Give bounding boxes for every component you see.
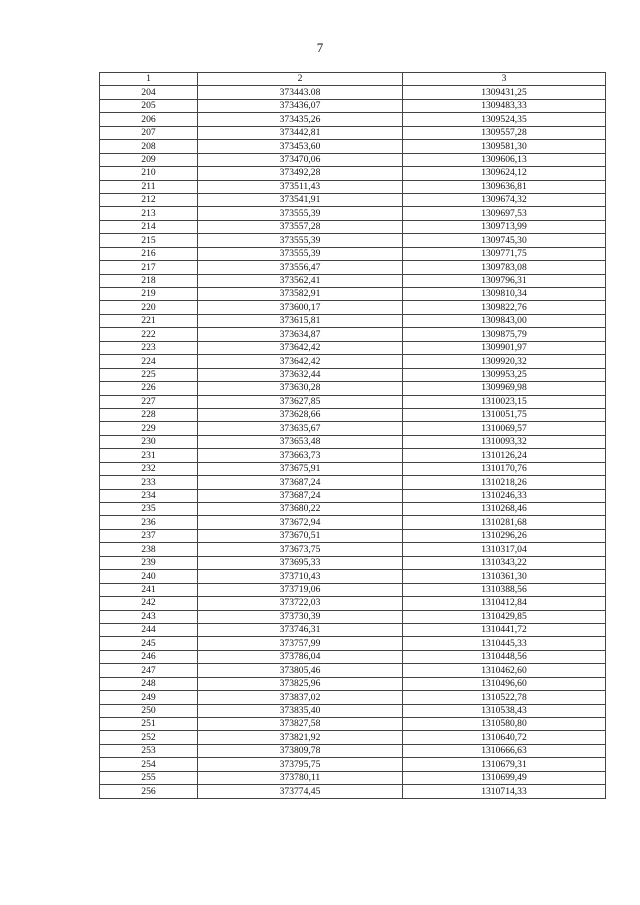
coordinate-x-cell: 373663,73 — [198, 449, 403, 462]
point-number-cell: 249 — [100, 691, 198, 704]
coordinate-y-cell: 1310412,84 — [403, 597, 606, 610]
coordinate-x-cell: 373835,40 — [198, 704, 403, 717]
point-number-cell: 214 — [100, 220, 198, 233]
coordinate-y-cell: 1310666,63 — [403, 744, 606, 757]
coordinate-x-cell: 373774,45 — [198, 785, 403, 798]
coordinate-y-cell: 1309783,08 — [403, 261, 606, 274]
coordinate-x-cell: 373673,75 — [198, 543, 403, 556]
table-row — [100, 556, 606, 569]
coordinate-x-cell: 373541,91 — [198, 193, 403, 206]
point-number-cell: 242 — [100, 597, 198, 610]
coordinate-y-cell: 1310023,15 — [403, 395, 606, 408]
coordinate-y-cell: 1310246,33 — [403, 489, 606, 502]
point-number-cell: 213 — [100, 207, 198, 220]
point-number-cell: 250 — [100, 704, 198, 717]
coordinate-y-cell: 1309674,32 — [403, 193, 606, 206]
coordinate-y-cell: 1310343,22 — [403, 556, 606, 569]
point-number-cell: 216 — [100, 247, 198, 260]
table-row — [100, 301, 606, 314]
page-number: 7 — [316, 40, 324, 55]
point-number-cell: 251 — [100, 718, 198, 731]
coordinate-x-cell: 373670,51 — [198, 529, 403, 542]
coordinate-y-cell: 1309624,12 — [403, 167, 606, 180]
point-number-cell: 215 — [100, 234, 198, 247]
coordinate-y-cell: 1310441,72 — [403, 623, 606, 636]
coordinate-x-cell: 373628,66 — [198, 408, 403, 421]
point-number-cell: 208 — [100, 140, 198, 153]
table-row — [100, 247, 606, 260]
point-number-cell: 254 — [100, 758, 198, 771]
coordinate-y-cell: 1310714,33 — [403, 785, 606, 798]
coordinate-y-cell: 1309636,81 — [403, 180, 606, 193]
coordinate-y-cell: 1310218,26 — [403, 476, 606, 489]
coordinate-x-cell: 373795,75 — [198, 758, 403, 771]
coordinate-x-cell: 373492,28 — [198, 167, 403, 180]
point-number-cell: 222 — [100, 328, 198, 341]
coordinate-y-cell: 1310522,78 — [403, 691, 606, 704]
point-number-cell: 219 — [100, 288, 198, 301]
table-row — [100, 368, 606, 381]
point-number-cell: 230 — [100, 435, 198, 448]
table-row — [100, 167, 606, 180]
table-row — [100, 476, 606, 489]
coordinate-y-cell: 1309796,31 — [403, 274, 606, 287]
point-number-cell: 206 — [100, 113, 198, 126]
point-number-cell: 233 — [100, 476, 198, 489]
coordinate-x-cell: 373687,24 — [198, 489, 403, 502]
coordinate-y-cell: 1310640,72 — [403, 731, 606, 744]
table-row — [100, 771, 606, 784]
coordinate-y-cell: 1309810,34 — [403, 288, 606, 301]
coordinate-x-cell: 373600,17 — [198, 301, 403, 314]
coordinate-y-cell: 1310317,04 — [403, 543, 606, 556]
coordinate-x-cell: 373821,92 — [198, 731, 403, 744]
table-row — [100, 140, 606, 153]
coordinate-y-cell: 1309606,13 — [403, 153, 606, 166]
coordinate-y-cell: 1309557,28 — [403, 126, 606, 139]
coordinate-y-cell: 1309843,00 — [403, 314, 606, 327]
table-row — [100, 731, 606, 744]
table-row — [100, 288, 606, 301]
table-row — [100, 261, 606, 274]
point-number-cell: 243 — [100, 610, 198, 623]
table-row — [100, 462, 606, 475]
header-col-2: 2 — [198, 73, 403, 86]
coordinate-x-cell: 373615,81 — [198, 314, 403, 327]
coordinate-x-cell: 373632,44 — [198, 368, 403, 381]
coordinate-x-cell: 373805,46 — [198, 664, 403, 677]
coordinate-x-cell: 373722,03 — [198, 597, 403, 610]
coordinate-y-cell: 1310448,56 — [403, 650, 606, 663]
table-row — [100, 583, 606, 596]
coordinate-y-cell: 1310496,60 — [403, 677, 606, 690]
coordinate-y-cell: 1310126,24 — [403, 449, 606, 462]
coordinate-x-cell: 373809,78 — [198, 744, 403, 757]
coordinate-y-cell: 1310429,85 — [403, 610, 606, 623]
table-row — [100, 234, 606, 247]
coordinates-table — [99, 72, 606, 799]
table-header-row — [100, 73, 606, 86]
coordinate-x-cell: 373634,87 — [198, 328, 403, 341]
header-col-3: 3 — [403, 73, 606, 86]
coordinate-x-cell: 373675,91 — [198, 462, 403, 475]
table-row — [100, 274, 606, 287]
table-row — [100, 355, 606, 368]
coordinate-x-cell: 373556,47 — [198, 261, 403, 274]
point-number-cell: 212 — [100, 193, 198, 206]
coordinate-y-cell: 1310170,76 — [403, 462, 606, 475]
table-row — [100, 328, 606, 341]
point-number-cell: 211 — [100, 180, 198, 193]
coordinate-x-cell: 373730,39 — [198, 610, 403, 623]
table-row — [100, 113, 606, 126]
coordinate-x-cell: 373680,22 — [198, 503, 403, 516]
point-number-cell: 225 — [100, 368, 198, 381]
point-number-cell: 229 — [100, 422, 198, 435]
point-number-cell: 240 — [100, 570, 198, 583]
table-row — [100, 543, 606, 556]
coordinate-x-cell: 373642,42 — [198, 341, 403, 354]
coordinate-x-cell: 373710,43 — [198, 570, 403, 583]
point-number-cell: 231 — [100, 449, 198, 462]
point-number-cell: 245 — [100, 637, 198, 650]
point-number-cell: 246 — [100, 650, 198, 663]
coordinate-x-cell: 373695,33 — [198, 556, 403, 569]
point-number-cell: 241 — [100, 583, 198, 596]
coordinate-x-cell: 373635,67 — [198, 422, 403, 435]
table-row — [100, 677, 606, 690]
table-row — [100, 597, 606, 610]
point-number-cell: 248 — [100, 677, 198, 690]
table-row — [100, 408, 606, 421]
table-row — [100, 691, 606, 704]
table-row — [100, 664, 606, 677]
table-row — [100, 650, 606, 663]
table-row — [100, 610, 606, 623]
table-row — [100, 637, 606, 650]
table-row — [100, 718, 606, 731]
coordinate-x-cell: 373555,39 — [198, 234, 403, 247]
coordinate-y-cell: 1310388,56 — [403, 583, 606, 596]
table-row — [100, 314, 606, 327]
coordinate-x-cell: 373511,43 — [198, 180, 403, 193]
point-number-cell: 223 — [100, 341, 198, 354]
table-row — [100, 516, 606, 529]
coordinate-y-cell: 1310445,33 — [403, 637, 606, 650]
coordinate-x-cell: 373786,04 — [198, 650, 403, 663]
coordinate-x-cell: 373442,81 — [198, 126, 403, 139]
coordinate-x-cell: 373827,58 — [198, 718, 403, 731]
coordinate-y-cell: 1310069,57 — [403, 422, 606, 435]
coordinate-y-cell: 1310679,31 — [403, 758, 606, 771]
coordinate-x-cell: 373746,31 — [198, 623, 403, 636]
coordinate-x-cell: 373642,42 — [198, 355, 403, 368]
coordinate-y-cell: 1310296,26 — [403, 529, 606, 542]
coordinate-y-cell: 1310093,32 — [403, 435, 606, 448]
coordinate-x-cell: 373470,06 — [198, 153, 403, 166]
table-row — [100, 704, 606, 717]
table-row — [100, 341, 606, 354]
coordinate-x-cell: 373627,85 — [198, 395, 403, 408]
coordinate-y-cell: 1309822,76 — [403, 301, 606, 314]
coordinate-x-cell: 373687,24 — [198, 476, 403, 489]
table-row — [100, 449, 606, 462]
point-number-cell: 232 — [100, 462, 198, 475]
point-number-cell: 238 — [100, 543, 198, 556]
coordinate-x-cell: 373557,28 — [198, 220, 403, 233]
point-number-cell: 204 — [100, 86, 198, 99]
coordinate-x-cell: 373837,02 — [198, 691, 403, 704]
coordinate-y-cell: 1309875,79 — [403, 328, 606, 341]
point-number-cell: 256 — [100, 785, 198, 798]
point-number-cell: 210 — [100, 167, 198, 180]
table-body — [100, 86, 606, 798]
coordinate-y-cell: 1310051,75 — [403, 408, 606, 421]
coordinate-y-cell: 1309771,75 — [403, 247, 606, 260]
coordinate-y-cell: 1309581,30 — [403, 140, 606, 153]
coordinate-y-cell: 1309901,97 — [403, 341, 606, 354]
point-number-cell: 217 — [100, 261, 198, 274]
table-row — [100, 529, 606, 542]
coordinate-y-cell: 1309745,30 — [403, 234, 606, 247]
coordinate-y-cell: 1309483,33 — [403, 99, 606, 112]
point-number-cell: 237 — [100, 529, 198, 542]
table-row — [100, 382, 606, 395]
table-row — [100, 86, 606, 99]
table-row — [100, 220, 606, 233]
coordinate-y-cell: 1310538,43 — [403, 704, 606, 717]
coordinate-y-cell: 1309953,25 — [403, 368, 606, 381]
table-row — [100, 207, 606, 220]
coordinate-y-cell: 1310281,68 — [403, 516, 606, 529]
coordinate-x-cell: 373453,60 — [198, 140, 403, 153]
table-row — [100, 180, 606, 193]
table-row — [100, 489, 606, 502]
point-number-cell: 221 — [100, 314, 198, 327]
table-row — [100, 744, 606, 757]
coordinate-y-cell: 1310361,30 — [403, 570, 606, 583]
header-col-1: 1 — [100, 73, 198, 86]
point-number-cell: 209 — [100, 153, 198, 166]
table-row — [100, 503, 606, 516]
point-number-cell: 253 — [100, 744, 198, 757]
point-number-cell: 205 — [100, 99, 198, 112]
coordinate-x-cell: 373780,11 — [198, 771, 403, 784]
coordinate-x-cell: 373555,39 — [198, 207, 403, 220]
point-number-cell: 226 — [100, 382, 198, 395]
coordinate-y-cell: 1310580,80 — [403, 718, 606, 731]
coordinate-x-cell: 373582,91 — [198, 288, 403, 301]
point-number-cell: 252 — [100, 731, 198, 744]
table-row — [100, 193, 606, 206]
coordinate-y-cell: 1309969,98 — [403, 382, 606, 395]
table-row — [100, 99, 606, 112]
coordinate-x-cell: 373719,06 — [198, 583, 403, 596]
table-row — [100, 153, 606, 166]
table-row — [100, 570, 606, 583]
point-number-cell: 218 — [100, 274, 198, 287]
point-number-cell: 236 — [100, 516, 198, 529]
coordinate-x-cell: 373443.08 — [198, 86, 403, 99]
coordinate-x-cell: 373630,28 — [198, 382, 403, 395]
point-number-cell: 247 — [100, 664, 198, 677]
table-row — [100, 422, 606, 435]
coordinate-x-cell: 373757,99 — [198, 637, 403, 650]
coordinate-x-cell: 373436,07 — [198, 99, 403, 112]
table-row — [100, 435, 606, 448]
coordinate-x-cell: 373435,26 — [198, 113, 403, 126]
point-number-cell: 207 — [100, 126, 198, 139]
table-row — [100, 785, 606, 798]
point-number-cell: 239 — [100, 556, 198, 569]
coordinate-y-cell: 1309920,32 — [403, 355, 606, 368]
coordinate-x-cell: 373555,39 — [198, 247, 403, 260]
coordinate-x-cell: 373562,41 — [198, 274, 403, 287]
point-number-cell: 220 — [100, 301, 198, 314]
coordinate-y-cell: 1310462,60 — [403, 664, 606, 677]
coordinate-y-cell: 1309697,53 — [403, 207, 606, 220]
point-number-cell: 228 — [100, 408, 198, 421]
table-row — [100, 126, 606, 139]
point-number-cell: 244 — [100, 623, 198, 636]
coordinate-y-cell: 1310268,46 — [403, 503, 606, 516]
point-number-cell: 227 — [100, 395, 198, 408]
coordinate-x-cell: 373672,94 — [198, 516, 403, 529]
table-row — [100, 395, 606, 408]
coordinate-y-cell: 1310699,49 — [403, 771, 606, 784]
coordinate-x-cell: 373653,48 — [198, 435, 403, 448]
point-number-cell: 224 — [100, 355, 198, 368]
point-number-cell: 234 — [100, 489, 198, 502]
point-number-cell: 255 — [100, 771, 198, 784]
coordinate-y-cell: 1309431,25 — [403, 86, 606, 99]
table-row — [100, 623, 606, 636]
coordinate-y-cell: 1309524,35 — [403, 113, 606, 126]
coordinate-x-cell: 373825,96 — [198, 677, 403, 690]
table-row — [100, 758, 606, 771]
point-number-cell: 235 — [100, 503, 198, 516]
coordinate-y-cell: 1309713,99 — [403, 220, 606, 233]
